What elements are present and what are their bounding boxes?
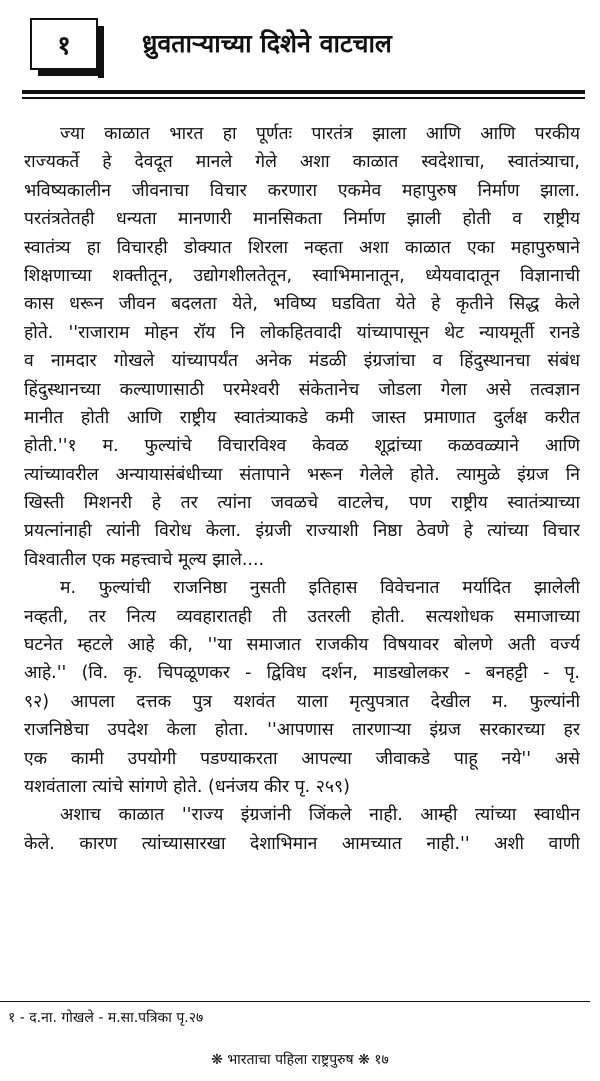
text-line: हिंदुस्थानच्या कल्याणासाठी परमेश्वरी संकेतानेच जोडला गेला असे तत्वज्ञान: [24, 379, 580, 400]
text-line: राज्यकर्ते हे देवदूत मानले गेले अशा काळात स्वदेशाचा, स्वातंत्र्याचा,: [24, 152, 580, 173]
text-line: आहे.'' (वि. कृ. चिपळूणकर - द्विविध दर्शन, माडखोलकर - बनहट्टी - पृ.: [24, 663, 580, 684]
chapter-number-box: [30, 18, 98, 70]
chapter-title: ध्रुवताऱ्याच्या दिशेने वाटचाल: [142, 29, 392, 58]
text-line: एक कामी उपयोगी पडण्याकरता आपल्या जीवाकडे पाहू नये'' असे: [24, 748, 580, 769]
body-text: [24, 120, 580, 858]
text-line: परतंत्रतेतही धन्यता मानणारी मानसिकता निर्माण झाली होती व राष्ट्रीय: [24, 209, 580, 230]
text-line: खिस्ती मिशनरी हे तर त्यांना जवळचे वाटलेच, पण राष्ट्रीय स्वातंत्र्याच्या: [24, 493, 580, 514]
footnote-rule: [0, 1001, 590, 1002]
text-line: विश्वातील एक महत्त्वाचे मूल्य झाले....: [24, 549, 265, 570]
text-line: स्वातंत्र्य हा विचारही डोक्यात शिरला नव्हता अशा काळात एका महापुरुषाने: [24, 237, 580, 258]
text-line: राजनिष्ठेचा उपदेश केला होता. ''आपणास तारणाऱ्या इंग्रज सरकारच्या हर: [24, 720, 580, 741]
text-line: ९२) आपला दत्तक पुत्र यशवंत याला मृत्युपत्रात देखील म. फुल्यांनी: [24, 691, 580, 712]
text-line: केले. कारण त्यांच्यासारखा देशाभिमान आमच्यात नाही.'' अशी वाणी: [24, 833, 580, 854]
text-line: कास धरून जीवन बदलता येते, भविष्य घडविता येते हे कृतीने सिद्ध केले: [24, 294, 580, 315]
text-line: होती.''१ म. फुल्यांचे विचारविश्व केवळ शूद्रांच्या कळवळ्याने आणि: [24, 436, 580, 457]
chapter-number: १: [57, 31, 71, 61]
chapter-header: [22, 18, 582, 80]
text-line: मानीत होती आणि राष्ट्रीय स्वातंत्र्याकडे कमी जास्त प्रमाणात दुर्लक्ष करीत: [24, 407, 580, 428]
text-line: व नामदार गोखले यांच्यापर्यंत अनेक मंडळी इंग्रजांचा व हिंदुस्थानचा संबंध: [24, 351, 580, 372]
text-line: म. फुल्यांची राजनिष्ठा नुसती इतिहास विवेचनात मर्यादित झालेली: [60, 578, 580, 599]
text-line: ज्या काळात भारत हा पूर्णतः पारतंत्र झाला आणि आणि परकीय: [60, 124, 580, 144]
page-footer: ❋ भारताचा पहिला राष्ट्रपुरुष ❋ १७: [211, 1052, 389, 1068]
text-line: अशाच काळात ''राज्य इंग्रजांनी जिंकले नाही. आम्ही त्यांच्या स्वाधीन: [60, 805, 580, 826]
text-line: होते. ''राजाराम मोहन रॉय नि लोकहितवादी यांच्यापासून थेट न्यायमूर्ती रानडे: [24, 322, 580, 343]
header-rule-thin: [22, 97, 585, 99]
text-line: यशवंताला त्यांचे सांगणे होते. (धनंजय कीर पृ. २५९): [24, 776, 350, 797]
footnote: १ - द.ना. गोखले - म.सा.पत्रिका पृ.२७: [8, 1010, 204, 1026]
text-line: शिक्षणाच्या शक्तीतून, उद्योगशीलतेतून, स्वाभिमानातून, ध्येयवादातून विज्ञानाची: [24, 265, 580, 286]
text-line: घटनेत म्हटले आहे की, ''या समाजात राजकीय विषयावर बोलणे अती वर्ज्य: [24, 635, 580, 656]
text-line: नव्हती, तर नित्य व्यवहारातही ती उतरली होती. सत्यशोधक समाजाच्या: [24, 606, 580, 627]
text-line: भविष्यकालीन जीवनाचा विचार करणारा एकमेव महापुरुष निर्माण झाला.: [24, 180, 580, 201]
text-line: प्रयत्नांनाही त्यांनी विरोध केला. इंग्रजी राज्याशी निष्ठा ठेवणे हे त्यांच्या विचार: [24, 521, 580, 542]
text-line: त्यांच्यावरील अन्यायासंबंधीच्या संतापाने भरून गेलेले होते. त्यामुळे इंग्रज नि: [24, 464, 580, 485]
header-rule-thick: [22, 90, 585, 94]
